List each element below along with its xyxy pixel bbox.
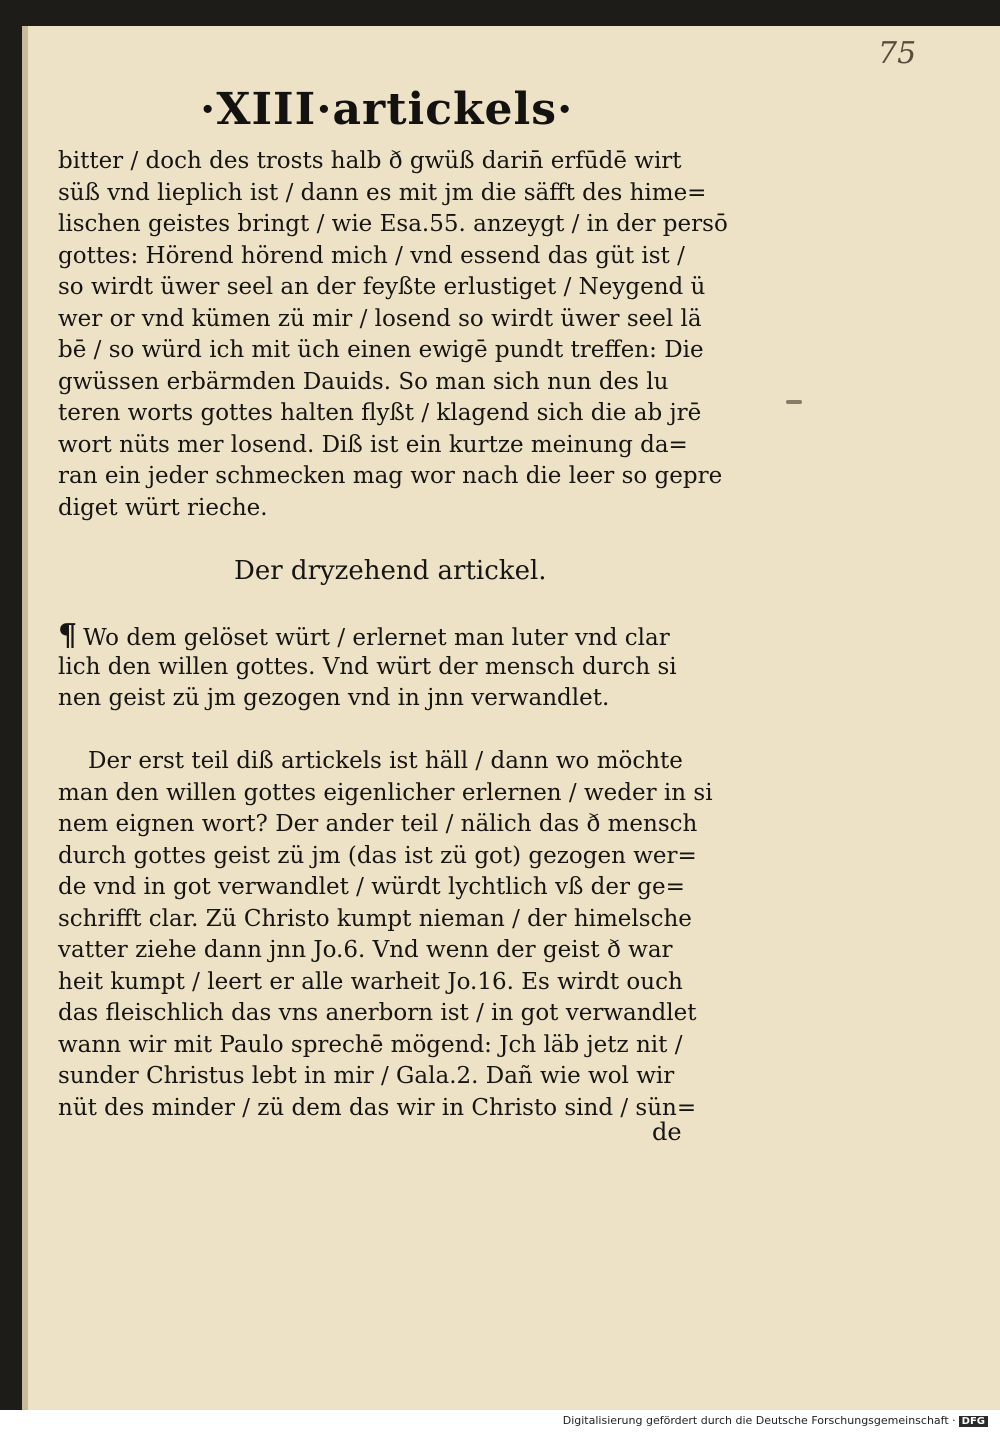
margin-mark <box>786 400 802 404</box>
article-heading: Der dryzehend artickel. <box>234 556 547 586</box>
text-line: teren worts gottes halten flyßt / klagend sich die ab jrē <box>58 400 702 426</box>
text-line: wann wir mit Paulo sprechē mögend: Jch läb jetz nit / <box>58 1031 683 1058</box>
page-number: 75 <box>878 36 917 71</box>
text-line: wort nüts mer losend. Diß ist ein kurtze meinung da= <box>58 431 688 458</box>
summary-line <box>58 620 677 652</box>
text-line: man den willen gottes eigenlicher erlernen / weder in si <box>58 779 713 806</box>
article-summary <box>58 620 677 715</box>
text-line: bitter / doch des trosts halb ð gwüß darin̄ erfūdē wirt <box>58 148 682 174</box>
text-line: nem eignen wort? Der ander teil / nälich das ð mensch <box>58 811 698 837</box>
catchword: de <box>652 1118 682 1146</box>
text-line: diget würt rieche. <box>58 494 268 521</box>
text-line: gwüssen erbärmden Dauids. So man sich nun des lu <box>58 368 669 395</box>
text-line: vatter ziehe dann jnn Jo.6. Vnd wenn der geist ð war <box>58 937 673 963</box>
running-head: ·XIII·artickels· <box>200 84 574 135</box>
text-line: ran ein jeder schmecken mag wor nach die leer so gepre <box>58 463 723 489</box>
text-line: schrifft clar. Zü Christo kumpt nieman / der himelsche <box>58 905 692 932</box>
text-line: bē / so würd ich mit üch einen ewigē pundt treffen: Die <box>58 337 704 363</box>
dfg-logo: DFG <box>959 1416 988 1427</box>
credit-text: Digitalisierung gefördert durch die Deutsche Forschungsgemeinschaft · <box>562 1414 956 1427</box>
text-line: Der erst teil diß artickels ist häll / dann wo möchte <box>88 748 683 774</box>
text-line: de vnd in got verwandlet / würdt lychtlich vß der ge= <box>58 874 685 900</box>
text-line: nüt des minder / zü dem das wir in Christo sind / sün= <box>58 1094 697 1121</box>
summary-line-text: Wo dem gelöset würt / erlernet man luter vnd clar <box>83 625 670 651</box>
text-line: wer or vnd kümen zü mir / losend so wirdt üwer seel lä <box>58 305 702 332</box>
text-line: sunder Christus lebt in mir / Gala.2. Dañ wie wol wir <box>58 1063 675 1089</box>
body-text-bottom <box>58 746 713 1124</box>
text-line: so wirdt üwer seel an der feyßte erlustiget / Neygend ü <box>58 274 706 300</box>
digitization-credit <box>563 1414 988 1427</box>
summary-line: lich den willen gottes. Vnd würt der mensch durch si <box>58 653 677 680</box>
summary-line: nen geist zü jm gezogen vnd in jnn verwandlet. <box>58 685 610 711</box>
text-line: gottes: Hörend hörend mich / vnd essend das güt ist / <box>58 242 685 269</box>
text-line: lischen geistes bringt / wie Esa.55. anzeygt / in der persō <box>58 211 728 237</box>
pilcrow-mark: ¶ <box>58 618 78 653</box>
body-text-top <box>58 146 738 524</box>
text-line: süß vnd lieplich ist / dann es mit jm die säfft des hime= <box>58 179 707 206</box>
text-line: durch gottes geist zü jm (das ist zü got) gezogen wer= <box>58 842 697 869</box>
text-line: das fleischlich das vns anerborn ist / in got verwandlet <box>58 1000 697 1026</box>
text-line: heit kumpt / leert er alle warheit Jo.16. Es wirdt ouch <box>58 968 683 995</box>
